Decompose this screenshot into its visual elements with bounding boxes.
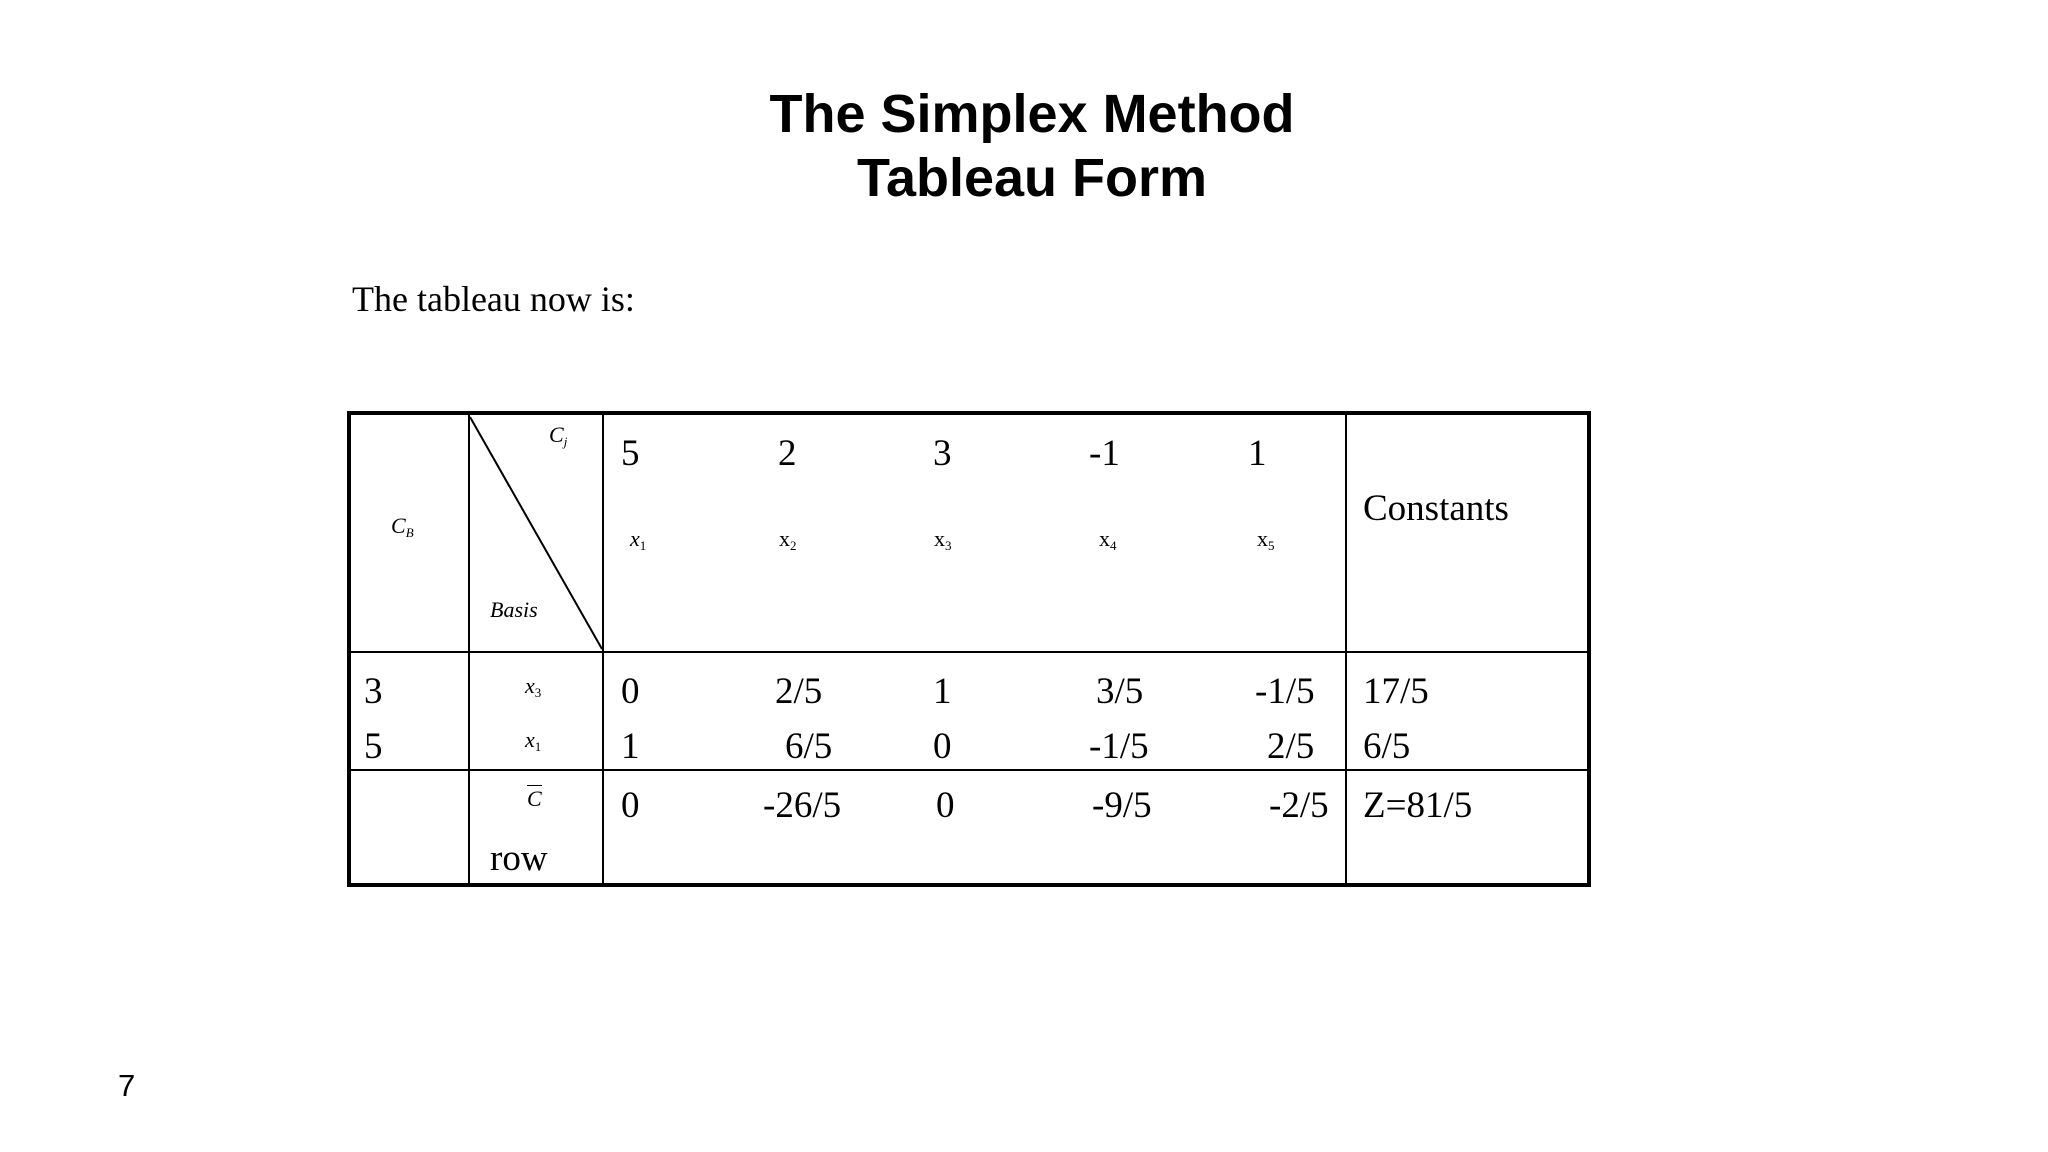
row-constant: 6/5 [1363, 726, 1411, 767]
cbar-value: -26/5 [763, 785, 842, 826]
cj-value: 3 [933, 433, 952, 474]
variable-label: $x_2$ [779, 526, 797, 553]
slide-title: The Simplex Method [769, 84, 1295, 144]
row-value: 2/5 [775, 671, 823, 712]
row-value: 3/5 [1096, 671, 1144, 712]
variable-label: $x_1$ [630, 526, 647, 553]
objective-value: Z=81/5 [1363, 785, 1473, 826]
cj-value: 2 [778, 433, 797, 474]
cbar-value: 0 [621, 785, 640, 826]
variable-label: $x_3$ [934, 526, 952, 553]
cj-value: -1 [1089, 433, 1120, 474]
intro-text: The tableau now is: [352, 279, 635, 319]
row-value: 1 [933, 671, 952, 712]
page-number: 7 [118, 1068, 136, 1103]
cbar-row-label: row [490, 838, 548, 879]
variable-label: $x_4$ [1099, 526, 1117, 553]
slide-subtitle: Tableau Form [856, 148, 1208, 208]
cbar-value: 0 [936, 785, 955, 826]
row-value: 1 [621, 726, 640, 767]
row-value: 6/5 [785, 726, 833, 767]
row-basis: $x_1$ [525, 727, 542, 754]
cj-value: 1 [1248, 433, 1267, 474]
cj-header: $C_j$ [549, 422, 568, 449]
row-basis: $x_3$ [525, 673, 542, 700]
divider-header-body [351, 651, 1587, 653]
cbar-symbol: C [527, 786, 542, 811]
variable-label: $x_5$ [1257, 526, 1275, 553]
row-cb: 5 [364, 726, 383, 767]
row-value: -1/5 [1089, 726, 1149, 767]
row-constant: 17/5 [1363, 671, 1429, 712]
divider-body-cbar [351, 769, 1587, 771]
row-cb: 3 [364, 671, 383, 712]
divider-values-constants [1345, 415, 1347, 883]
cbar-value: -2/5 [1269, 785, 1329, 826]
basis-header: Basis [490, 597, 538, 622]
row-value: 0 [621, 671, 640, 712]
cj-value: 5 [621, 433, 640, 474]
row-value: -1/5 [1255, 671, 1315, 712]
row-value: 0 [933, 726, 952, 767]
constants-header: Constants [1363, 488, 1509, 529]
cbar-value: -9/5 [1092, 785, 1152, 826]
simplex-tableau [347, 411, 1591, 887]
row-value: 2/5 [1267, 726, 1315, 767]
cb-header: $C_B$ [391, 513, 414, 540]
